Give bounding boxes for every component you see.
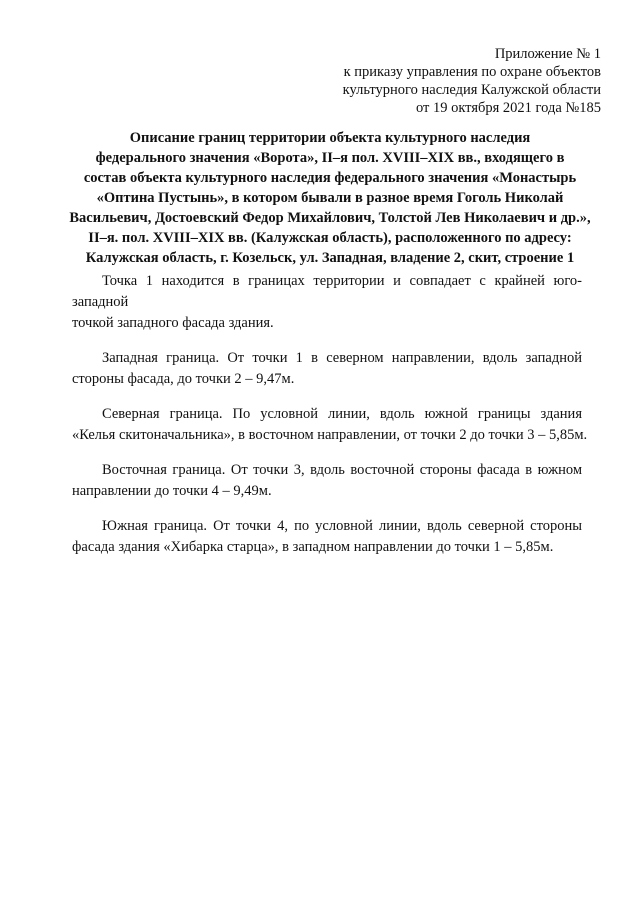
paragraph-south-boundary xyxy=(72,516,582,558)
title-address-line: Калужская область, г. Козельск, ул. Западная, владение 2, скит, строение 1 xyxy=(85,250,575,266)
appendix-header xyxy=(241,45,601,117)
appendix-number: Приложение № 1 xyxy=(494,46,601,62)
paragraph-line: Восточная граница. От точки 3, вдоль восточной стороны фасада в южном xyxy=(102,462,582,478)
paragraph-line: «Келья скитоначальника», в восточном направлении, от точки 2 до точки 3 – 5,85м. xyxy=(72,427,588,443)
paragraph-line: Северная граница. По условной линии, вдоль южной границы здания xyxy=(102,406,582,422)
paragraph-west-boundary xyxy=(72,348,582,390)
title-line: Описание границ территории объекта культурного наследия xyxy=(129,130,531,146)
order-reference-line: к приказу управления по охране объектов xyxy=(343,64,601,80)
paragraph-line: фасада здания «Хибарка старца», в западном направлении до точки 1 – 5,85м. xyxy=(72,539,554,555)
paragraph-line: направлении до точки 4 – 9,49м. xyxy=(72,483,272,499)
document-title xyxy=(60,128,600,268)
paragraph-line: стороны фасада, до точки 2 – 9,47м. xyxy=(72,371,295,387)
title-line: II–я. пол. XVIII–XIX вв. (Калужская область), расположенного по адресу: xyxy=(88,230,572,246)
title-line: Васильевич, Достоевский Федор Михайлович, Толстой Лев Николаевич и др.», xyxy=(69,210,591,226)
title-line: состав объекта культурного наследия федерального значения «Монастырь xyxy=(83,170,577,186)
order-authority-line: культурного наследия Калужской области xyxy=(342,82,601,98)
paragraph-east-boundary xyxy=(72,460,582,502)
paragraph-line: Южная граница. От точки 4, по условной линии, вдоль северной стороны xyxy=(102,518,582,534)
order-date-line: от 19 октября 2021 года №185 xyxy=(415,100,601,116)
title-line: федерального значения «Ворота», II–я пол. XVIII–XIX вв., входящего в xyxy=(95,150,565,166)
paragraph-line: Точка 1 находится в границах территории и совпадает с крайней юго-западной xyxy=(72,273,582,310)
boundary-description xyxy=(72,271,588,572)
paragraph-line: Западная граница. От точки 1 в северном направлении, вдоль западной xyxy=(102,350,582,366)
paragraph-north-boundary xyxy=(72,404,588,446)
paragraph-line: точкой западного фасада здания. xyxy=(72,315,274,331)
paragraph-point-1 xyxy=(72,271,582,334)
title-line: «Оптина Пустынь», в котором бывали в разное время Гоголь Николай xyxy=(96,190,564,206)
